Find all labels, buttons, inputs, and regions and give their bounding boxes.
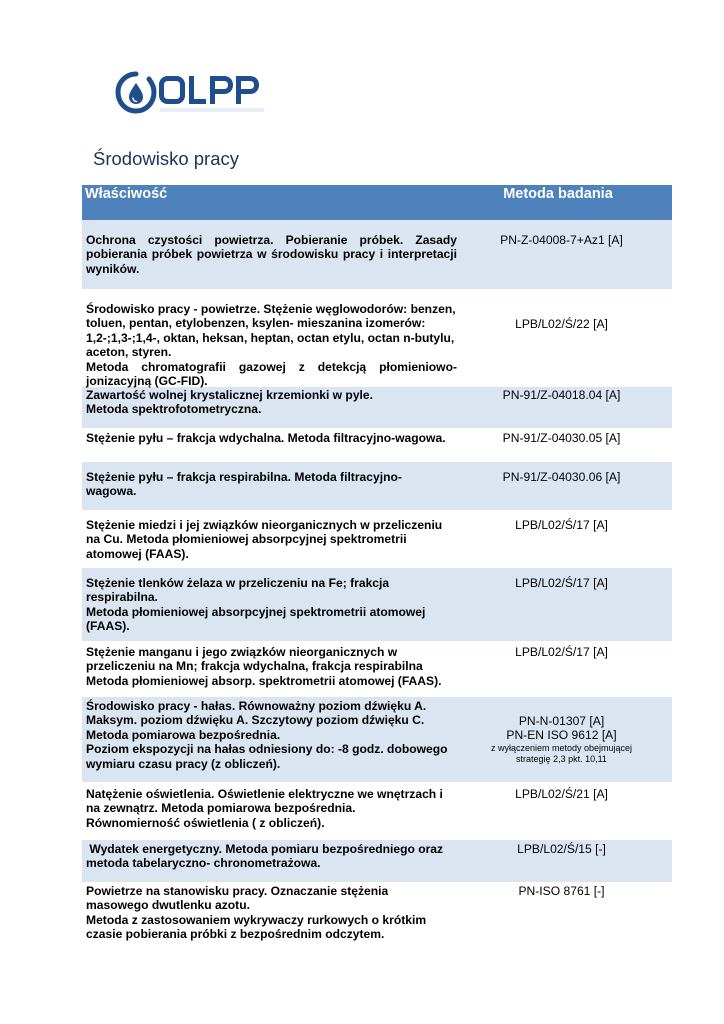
method-cell <box>457 510 672 568</box>
table-row <box>82 220 672 289</box>
method-cell <box>457 882 672 952</box>
method-cell <box>457 840 672 882</box>
method-cell <box>457 641 672 697</box>
table-row <box>82 289 672 387</box>
method-code: PN-91/Z-04030.06 [A] <box>502 470 621 484</box>
property-text: Natężenie oświetlenia. Oświetlenie elektryczne we wnętrzach i na zewnątrz. Metoda pomiarowa bezpośrednia. <box>86 787 443 816</box>
table-row <box>82 641 672 697</box>
property-cell <box>82 462 457 510</box>
method-code: PN-EN ISO 9612 [A] <box>506 728 617 743</box>
method-code: LPB/L02/Ś/22 [A] <box>515 317 608 331</box>
olpp-logo-mark <box>112 70 272 118</box>
table-row <box>82 697 672 782</box>
property-cell <box>82 840 457 882</box>
property-cell <box>82 289 457 387</box>
table-header <box>82 185 672 220</box>
table-row <box>82 568 672 641</box>
property-cell <box>82 782 457 840</box>
page-title: Środowisko pracy <box>93 148 240 169</box>
table-row <box>82 510 672 568</box>
property-text: Ochrona czystości powietrza. Pobieranie próbek. Zasady pobierania próbek powietrza w środowisku pracy i interpretacji wyników. <box>86 233 457 276</box>
property-text: Środowisko pracy - hałas. Równoważny poziom dźwięku A. Maksym. poziom dźwięku A. Szczytowy poziom dźwięku C. <box>86 699 427 728</box>
property-cell <box>82 568 457 641</box>
table-row <box>82 840 672 882</box>
property-text: Metoda pomiarowa bezpośrednia. <box>86 727 281 742</box>
property-cell <box>82 387 457 428</box>
header-property: Właściwość <box>85 186 168 202</box>
property-text: Równomierność oświetlenia ( z obliczeń). <box>86 815 325 830</box>
property-cell <box>82 697 457 782</box>
table-row <box>82 428 672 462</box>
property-cell <box>82 220 457 289</box>
table-row <box>82 882 672 952</box>
method-cell <box>457 782 672 840</box>
method-code: LPB/L02/Ś/21 [A] <box>515 787 608 801</box>
property-text: Metoda płomieniowej absorpcyjnej spektrometrii atomowej (FAAS). <box>86 604 426 634</box>
method-code: PN-ISO 8761 [-] <box>518 884 605 898</box>
property-text: Metoda chromatografii gazowej z detekcją płomieniowo-jonizacyjną (GC-FID). <box>86 359 457 389</box>
property-cell <box>82 428 457 462</box>
method-cell <box>457 568 672 641</box>
method-cell <box>457 289 672 387</box>
header-method: Metoda badania <box>503 186 613 202</box>
property-text: Metoda spektrofotometryczna. <box>86 402 262 417</box>
property-text: Środowisko pracy - powietrze. Stężenie węglowodorów: benzen, toluen, pentan, etylobenzen, ksylen- mieszanina izomerów: 1,2-;1,3-;1,4-, oktan, heksan, heptan, octan etylu, octan n-butylu, aceton, styren. <box>86 302 456 360</box>
property-text: Metoda płomieniowej absorp. spektrometrii atomowej (FAAS). <box>86 673 442 688</box>
method-code: PN-91/Z-04030.05 [A] <box>502 431 621 445</box>
property-text: Stężenie pyłu – frakcja wdychalna. Metoda filtracyjno-wagowa. <box>86 431 446 445</box>
method-cell <box>457 462 672 510</box>
company-logo <box>112 70 272 118</box>
method-code: PN-91/Z-04018.04 [A] <box>502 388 621 402</box>
property-text: Stężenie pyłu – frakcja respirabilna. Metoda filtracyjno-wagowa. <box>86 470 402 499</box>
method-code: LPB/L02/Ś/17 [A] <box>515 645 608 659</box>
property-text: Wydatek energetyczny. Metoda pomiaru bezpośredniego oraz metoda tabelaryczno- chronometrażowa. <box>86 842 447 871</box>
property-text: Stężenie miedzi i jej związków nieorganicznych w przeliczeniu na Cu. Metoda płomieniowej absorpcyjnej spektrometrii atomowej (FAAS). <box>86 518 443 561</box>
property-cell <box>82 510 457 568</box>
property-cell <box>82 882 457 952</box>
method-cell <box>457 697 672 782</box>
method-code: LPB/L02/Ś/17 [A] <box>515 518 608 532</box>
method-note: z wyłączeniem metody obejmującej strategię 2,3 pkt. 10,11 <box>490 742 633 764</box>
methods-table <box>82 185 672 952</box>
method-cell <box>457 220 672 289</box>
method-cell <box>457 387 672 428</box>
property-text: Stężenie tlenków żelaza w przeliczeniu na Fe; frakcja respirabilna. <box>86 576 390 605</box>
property-text: Zawartość wolnej krystalicznej krzemionki w pyle. <box>86 388 373 402</box>
property-text: Stężenie manganu i jego związków nieorganicznych w przeliczeniu na Mn; frakcja wdychalna, frakcja respirabilna <box>86 645 423 674</box>
method-code: LPB/L02/Ś/15 [-] <box>517 842 606 856</box>
method-code: PN-N-01307 [A] <box>518 714 605 728</box>
method-code: PN-Z-04008-7+Az1 [A] <box>500 233 623 247</box>
property-cell <box>82 641 457 697</box>
property-text: Poziom ekspozycji na hałas odniesiony do: -8 godz. dobowego wymiaru czasu pracy (z obliczeń). <box>86 742 448 771</box>
method-code: LPB/L02/Ś/17 [A] <box>515 576 608 590</box>
property-text: Metoda z zastosowaniem wykrywaczy rurkowych o krótkim czasie pobierania próbki z bezpośrednim odczytem. <box>86 912 427 942</box>
method-cell <box>457 428 672 462</box>
property-text: Powietrze na stanowisku pracy. Oznaczanie stężenia masowego dwutlenku azotu. <box>86 884 389 913</box>
table-row <box>82 462 672 510</box>
table-row <box>82 782 672 840</box>
table-row <box>82 387 672 428</box>
